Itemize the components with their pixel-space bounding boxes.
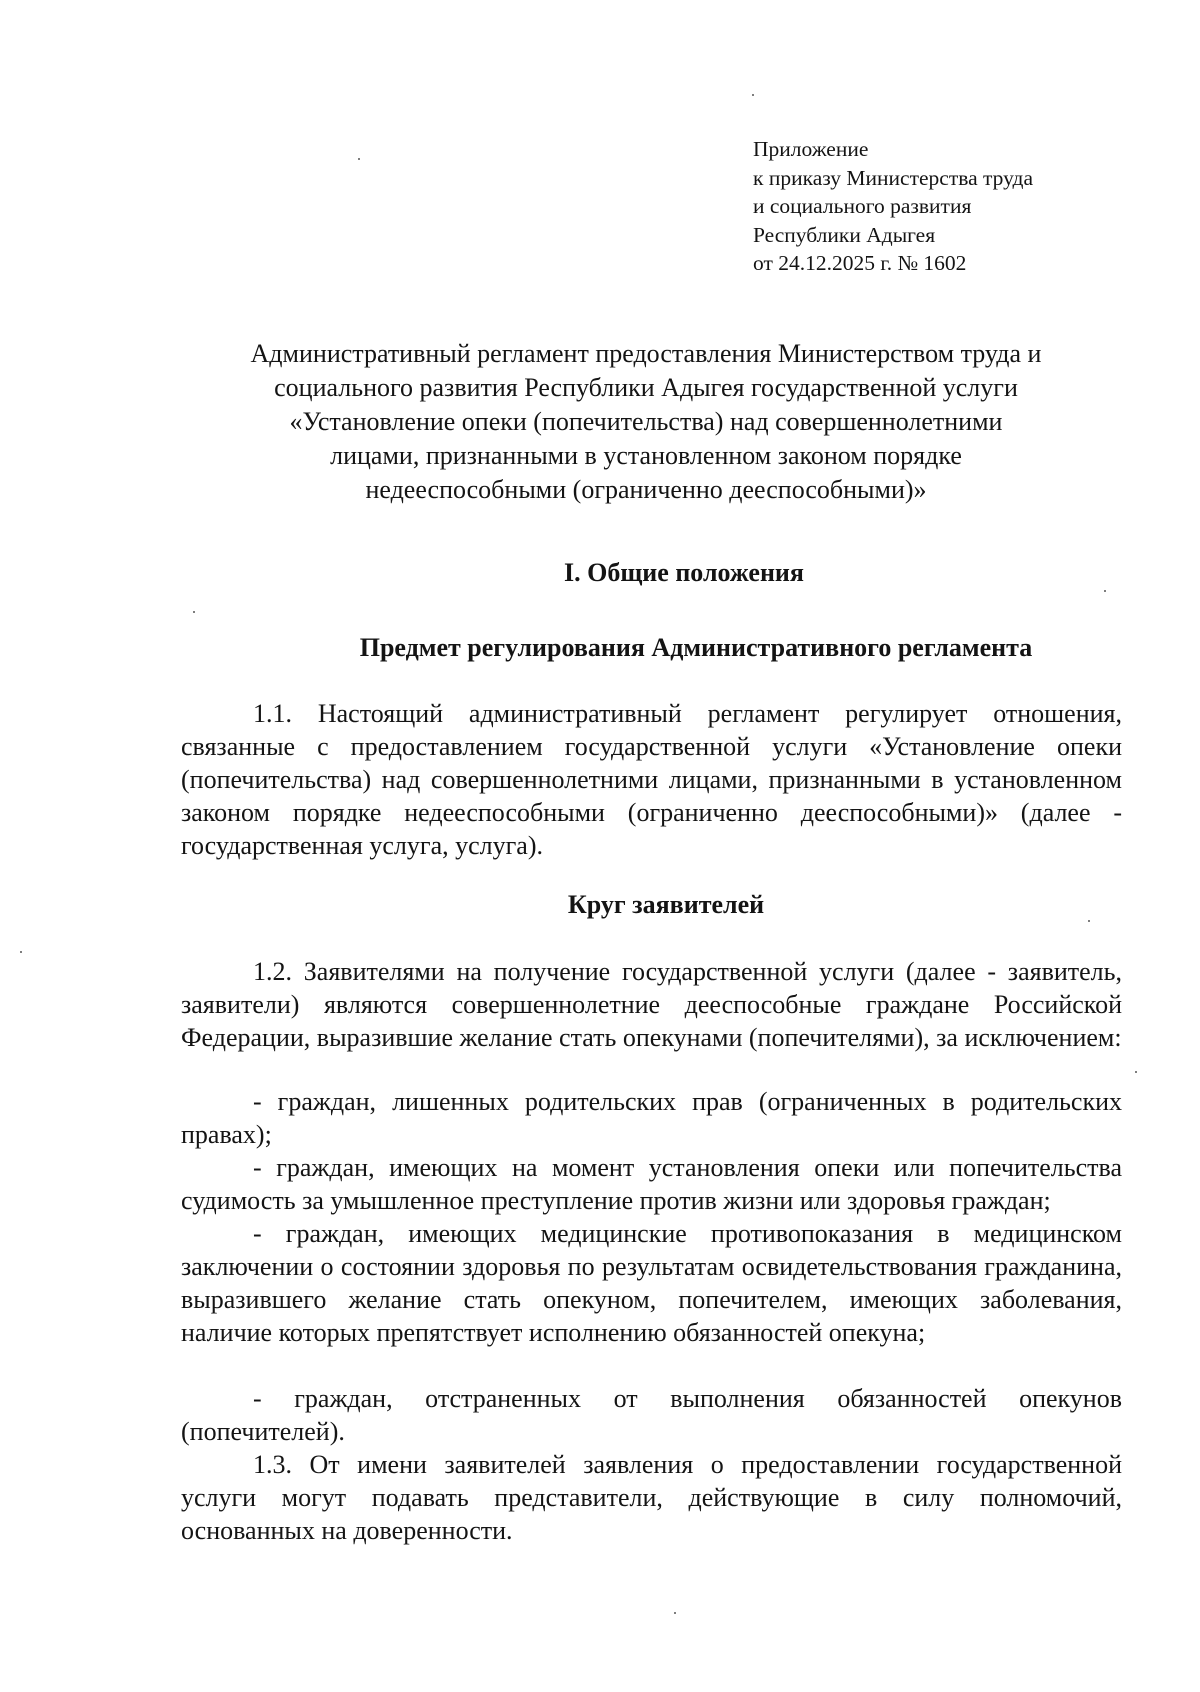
section-heading: I. Общие положения (564, 558, 804, 587)
document-title (180, 337, 1112, 507)
appendix-date-number: от 24.12.2025 г. № 1602 (753, 251, 967, 275)
appendix-line: Республики Адыгея (753, 222, 936, 247)
subject-heading: Предмет регулирования Административного регламента (359, 633, 1033, 662)
title-line: лицами, признанными в установленном законом порядке (330, 441, 962, 470)
exclusion-item: - граждан, отстраненных от выполнения обязанностей опекунов (попечителей). (181, 1384, 1122, 1446)
appendix-block (753, 135, 1033, 278)
exclusion-item: - граждан, имеющих медицинские противопоказания в медицинском заключении о состоянии здоровья по результатам освидетельствования гражданина, выразившего желание стать опекуном, попечителем, имеющих заболевания, наличие которых препятствует исполнению обязанностей опекуна; (181, 1219, 1122, 1347)
title-line: «Установление опеки (попечительства) над совершеннолетними (289, 407, 1003, 436)
appendix-line: Приложение (753, 137, 869, 161)
title-line: социального развития Республики Адыгея государственной услуги (274, 373, 1018, 402)
exclusion-item: - граждан, лишенных родительских прав (ограниченных в родительских правах); (181, 1087, 1122, 1149)
title-line: Административный регламент предоставления Министерством труда и (250, 339, 1042, 368)
paragraph-1-1: 1.1. Настоящий административный регламент регулирует отношения, связанные с предоставлением государственной услуги «Установление опеки (попечительства) над совершеннолетними лицами, признанными в установленном законом порядке недееспособными (ограниченно дееспособными)» (далее - государственная услуга, услуга). (181, 699, 1122, 860)
scan-speck (674, 1612, 676, 1614)
scan-speck (193, 611, 195, 613)
scan-speck (752, 94, 754, 96)
paragraph-1-2: 1.2. Заявителями на получение государственной услуги (далее - заявитель, заявители) являются совершеннолетние дееспособные граждане Российской Федерации, выразившие желание стать опекунами (попечителями), за исключением: (181, 957, 1122, 1052)
scan-speck (20, 951, 22, 953)
applicants-heading: Круг заявителей (567, 890, 765, 919)
scan-speck (1104, 590, 1106, 592)
paragraph-1-3: 1.3. От имени заявителей заявления о предоставлении государственной услуги могут подавать представители, действующие в силу полномочий, основанных на доверенности. (181, 1450, 1122, 1545)
exclusion-item: - граждан, имеющих на момент установления опеки или попечительства судимость за умышленное преступление против жизни или здоровья граждан; (181, 1153, 1122, 1215)
title-line: недееспособными (ограниченно дееспособными)» (365, 475, 927, 504)
appendix-line: и социального развития (753, 194, 972, 218)
scan-speck (358, 158, 360, 160)
scan-speck (1088, 920, 1090, 922)
appendix-line: к приказу Министерства труда (753, 165, 1034, 190)
scan-speck (1135, 1071, 1137, 1073)
